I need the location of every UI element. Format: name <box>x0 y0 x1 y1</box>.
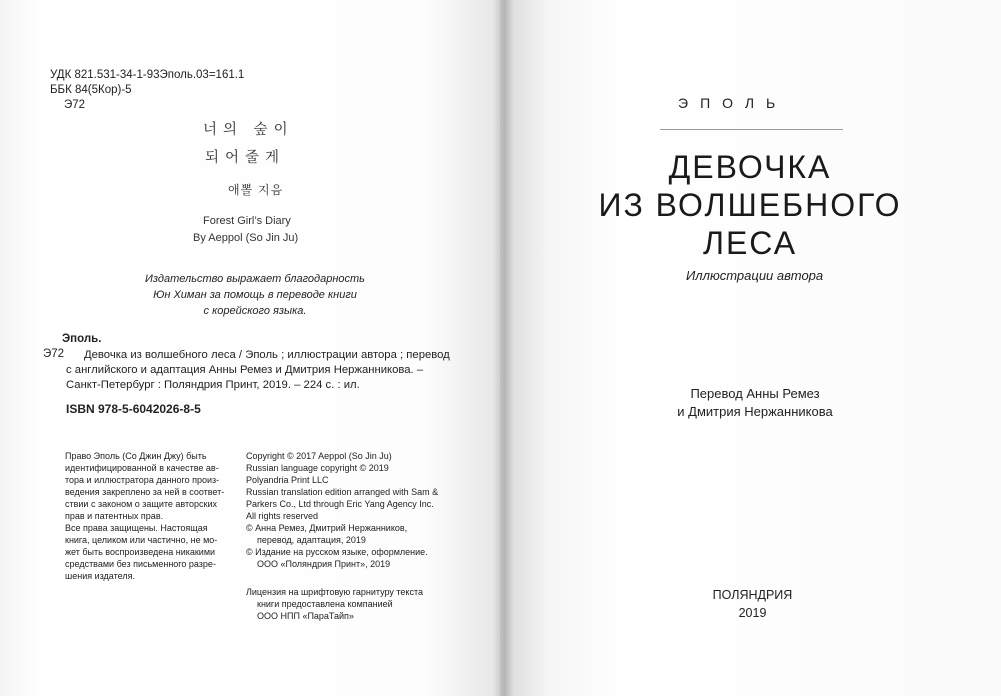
english-author: By Aeppol (So Jin Ju) <box>193 232 299 244</box>
bbk-code: ББК 84(5Кор)-5 <box>50 84 132 96</box>
left-page <box>0 0 500 696</box>
imprint-year: 2019 <box>738 606 767 620</box>
biblio-code: Э72 <box>43 348 65 360</box>
license-line: книги предоставлена компанией <box>257 599 393 609</box>
copyright-line: All rights reserved <box>246 511 319 521</box>
copyright-line: Russian language copyright © 2019 <box>246 463 389 473</box>
rights-line: тора и иллюстратора данного произ- <box>65 475 220 485</box>
rights-line: идентифицированной в качестве ав- <box>65 463 219 473</box>
rights-line: книга, целиком или частично, не мо- <box>65 535 218 545</box>
font-license <box>246 586 423 622</box>
copyright-line: Copyright © 2017 Aeppol (So Jin Ju) <box>246 451 392 461</box>
book-title-line: ДЕВОЧКА <box>668 149 832 185</box>
rights-line: Право Эполь (Со Джин Джу) быть <box>65 451 207 461</box>
acknowledgement <box>140 271 370 319</box>
biblio-author: Эполь. <box>62 333 102 345</box>
copyright-line: перевод, адаптация, 2019 <box>257 535 366 545</box>
copyright-line: Polyandria Print LLC <box>246 475 329 485</box>
biblio-line: Девочка из волшебного леса / Эполь ; иллюстрации автора ; перевод <box>84 349 450 361</box>
book-title-line: ЛЕСА <box>702 225 798 261</box>
rights-line: шения издателя. <box>65 571 135 581</box>
translators-line: и Дмитрия Нержанникова <box>677 404 833 419</box>
copyright-line: Russian translation edition arranged with Sam & <box>246 487 439 497</box>
license-line: ООО НПП «ПараТайп» <box>257 611 354 621</box>
rights-line: ведения закреплено за ней в соответ- <box>65 487 225 497</box>
korean-title-line2: 되어줄게 <box>205 150 286 166</box>
copyright-block <box>246 450 438 570</box>
isbn: ISBN 978-5-6042026-8-5 <box>66 402 201 416</box>
korean-author: 애뽈 지음 <box>228 183 284 197</box>
rights-line: жет быть воспроизведена никакими <box>65 547 216 557</box>
biblio-line: с английского и адаптация Анны Ремез и Дмитрия Нержанникова. – <box>66 364 424 376</box>
acknowledgement-line: Юн Химан за помощь в переводе книги <box>153 289 357 301</box>
udk-code: УДК 821.531-34-1-93Эполь.03=161.1 <box>50 69 245 81</box>
rights-line: ствии с законом о защите авторских <box>65 499 217 509</box>
book-title-line: ИЗ ВОЛШЕБНОГО <box>598 187 902 223</box>
illustrations-credit: Иллюстрации автора <box>686 268 824 283</box>
rights-statement <box>65 450 224 582</box>
title-divider <box>660 129 843 130</box>
publisher-mark: ЭПОЛЬ <box>678 95 788 111</box>
copyright-line: Parkers Co., Ltd through Eric Yang Agency Inc. <box>246 499 434 509</box>
translators-line: Перевод Анны Ремез <box>690 386 820 401</box>
rights-line: Все права защищены. Настоящая <box>65 523 208 533</box>
acknowledgement-line: Издательство выражает благодарность <box>145 273 365 285</box>
translators-credit <box>640 385 870 421</box>
korean-title-line1: 너의 숲이 <box>203 122 294 138</box>
book-gutter <box>492 0 514 696</box>
biblio-line: Санкт-Петербург : Поляндрия Принт, 2019. – 224 с. : ил. <box>66 379 360 391</box>
right-page <box>500 0 1001 696</box>
imprint-name: ПОЛЯНДРИЯ <box>712 588 793 602</box>
imprint <box>690 586 815 622</box>
book-title <box>575 148 925 262</box>
rights-line: средствами без письменного разре- <box>65 559 216 569</box>
copyright-line: ООО «Поляндрия Принт», 2019 <box>257 559 391 569</box>
rights-line: прав и патентных прав. <box>65 511 164 521</box>
biblio-description <box>66 348 464 393</box>
acknowledgement-line: с корейского языка. <box>203 305 307 317</box>
license-line: Лицензия на шрифтовую гарнитуру текста <box>246 587 423 597</box>
english-title: Forest Girl’s Diary <box>203 215 291 227</box>
author-mark: Э72 <box>64 99 86 111</box>
copyright-line: © Анна Ремез, Дмитрий Нержанников, <box>246 523 408 533</box>
copyright-line: © Издание на русском языке, оформление. <box>246 547 428 557</box>
